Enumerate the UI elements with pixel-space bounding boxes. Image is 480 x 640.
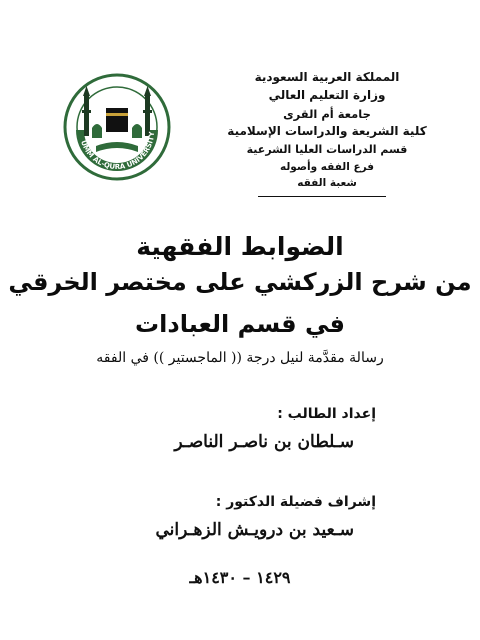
header-university: جامعة أم القرى	[283, 107, 371, 121]
thesis-title: الضوابط الفقهية	[136, 232, 344, 261]
prepared-by-label: إعداد الطالب :	[277, 406, 376, 422]
header-ministry: وزارة التعليم العالي	[268, 88, 386, 102]
supervisor-name: سـعيد بن درويـش الزهـراني	[155, 520, 354, 540]
hijri-year: ١٤٢٩ – ١٤٣٠هـ	[189, 568, 291, 587]
svg-text:UMM AL-QURA UNIVERSITY: UMM AL-QURA UNIVERSITY	[79, 131, 157, 172]
thesis-subtitle-section: في قسم العبادات	[135, 310, 345, 338]
header-branch: فرع الفقه وأصوله	[279, 161, 375, 173]
degree-statement: رسالة مقدَّمة لنيل درجة (( الماجستير )) في الفقه	[96, 350, 384, 366]
supervisor-label: إشراف فضيلة الدكتور :	[215, 494, 376, 510]
header-division: شعبة الفقه	[297, 177, 357, 189]
header-divider	[258, 196, 386, 197]
header-kingdom: المملكة العربية السعودية	[254, 70, 400, 84]
university-logo	[62, 72, 172, 182]
thesis-subtitle: من شرح الزركشي على مختصر الخرقي	[8, 268, 472, 296]
student-name: سـلطان بن ناصـر الناصـر	[174, 432, 354, 452]
header-department: قسم الدراسات العليا الشرعية	[246, 143, 408, 156]
university-seal-icon	[62, 72, 172, 182]
header-college: كلية الشريعة والدراسات الإسلامية	[227, 124, 427, 138]
